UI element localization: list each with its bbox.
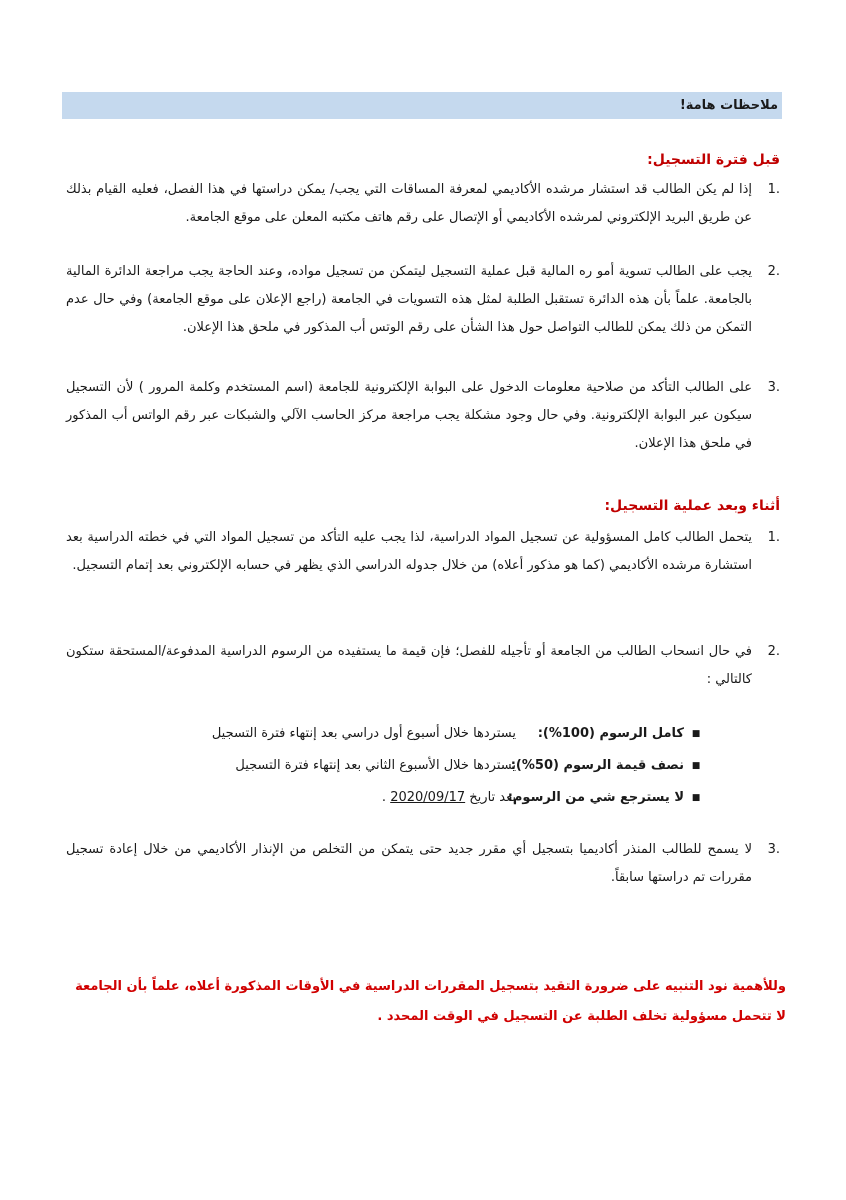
item-text: في حال انسحاب الطالب من الجامعة أو تأجيله للفصل؛ فإن قيمة ما يستفيده من الرسوم الدراسية المدفوعة/المستحقة ستكون كالتالي : xyxy=(66,644,752,687)
refund-label: نصف قيمة الرسوم (50%): xyxy=(510,758,684,773)
item-number: .2 xyxy=(767,644,780,659)
before-item-2 xyxy=(66,258,780,342)
item-text: لا يسمح للطالب المنذر أكاديميا بتسجيل أي مقرر جديد حتى يتمكن من التخلص من الإنذار الأكاديمي من خلال إعادة تسجيل مقررات تم دراستها سابقاً. xyxy=(66,842,752,885)
item-number: .3 xyxy=(767,380,780,395)
item-number: .1 xyxy=(767,182,780,197)
notes-header-title: ملاحظات هامة! xyxy=(679,98,778,113)
item-text: على الطالب التأكد من صلاحية معلومات الدخول على البوابة الإلكترونية للجامعة (اسم المستخدم وكلمة المرور ) لأن التسجيل سيكون عبر البوابة الإلكترونية. وفي حال وجود مشكلة يجب مراجعة مركز الحاسب الآلي والشبكات عبر رقم الواتس أب المذكور في ملحق هذا الإعلان. xyxy=(66,380,752,451)
refund-label: كامل الرسوم (100%): xyxy=(537,726,684,741)
item-number: .2 xyxy=(767,264,780,279)
item-text: يتحمل الطالب كامل المسؤولية عن تسجيل المواد الدراسية، لذا يجب عليه التأكد من تسجيل المواد التي في خطته الدراسية بعد استشارة مرشده الأكاديمي (كما هو مذكور أعلاه) من خلال جدوله الدراسي الذي يظهر في حسابه الإلكتروني بعد إتمام التسجيل. xyxy=(66,530,752,573)
refund-description xyxy=(382,782,516,814)
during-item-2 xyxy=(66,638,780,694)
item-text: إذا لم يكن الطالب قد استشار مرشده الأكاديمي لمعرفة المساقات التي يجب/ يمكن دراستها في هذا الفصل، فعليه القيام بذلك عن طريق البريد الإلكتروني لمرشده الأكاديمي أو الإتصال على رقم هاتف مكتبه المعلن على موقع الجامعة. xyxy=(66,182,752,225)
item-number: .3 xyxy=(767,842,780,857)
item-text: يجب على الطالب تسوية أمو ره المالية قبل عملية التسجيل ليتمكن من تسجيل مواده، وعند الحاجة يجب مراجعة الدائرة المالية بالجامعة. علماً بأن هذه الدائرة تستقبل الطلبة لمثل هذه التسويات في الجامعة (راجع الإعلان على موقع الجامعة) وفي حال عدم التمكن من ذلك يمكن للطالب التواصل حول هذا الشأن على رقم الوتس أب المذكور في ملحق هذا الإعلان. xyxy=(66,264,752,335)
before-registration-title: قبل فترة التسجيل: xyxy=(647,152,780,168)
refund-label: لا يسترجع شي من الرسوم: xyxy=(507,790,684,805)
refund-row-none xyxy=(146,782,706,814)
during-item-3 xyxy=(66,836,780,892)
refund-date-suffix: . xyxy=(381,790,387,805)
important-notice: وللأهمية نود التنبيه على ضرورة التقيد بتسجيل المقررات الدراسية في الأوقات المذكورة أعلاه، علماً بأن الجامعة لا تتحمل مسؤولية تخلف الطلبة عن التسجيل في الوقت المحدد . xyxy=(75,979,786,1024)
refund-list xyxy=(146,718,706,814)
during-item-1 xyxy=(66,524,780,580)
item-number: .1 xyxy=(767,530,780,545)
refund-date-prefix: بعد تاريخ xyxy=(469,790,516,805)
refund-row-half xyxy=(146,750,706,782)
refund-description: يستردها خلال الأسبوع الثاني بعد إنتهاء فترة التسجيل xyxy=(235,758,516,773)
notes-header xyxy=(62,92,782,119)
refund-row-full xyxy=(146,718,706,750)
refund-description: يستردها خلال أسبوع أول دراسي بعد إنتهاء فترة التسجيل xyxy=(211,726,516,741)
before-item-1 xyxy=(66,176,780,232)
square-bullet-icon: ■ xyxy=(691,729,701,739)
during-registration-title: أثناء وبعد عملية التسجيل: xyxy=(604,498,780,514)
before-item-3 xyxy=(66,374,780,458)
square-bullet-icon: ■ xyxy=(691,793,701,803)
refund-cutoff-date: 2020/09/17 xyxy=(390,790,466,805)
square-bullet-icon: ■ xyxy=(691,761,701,771)
